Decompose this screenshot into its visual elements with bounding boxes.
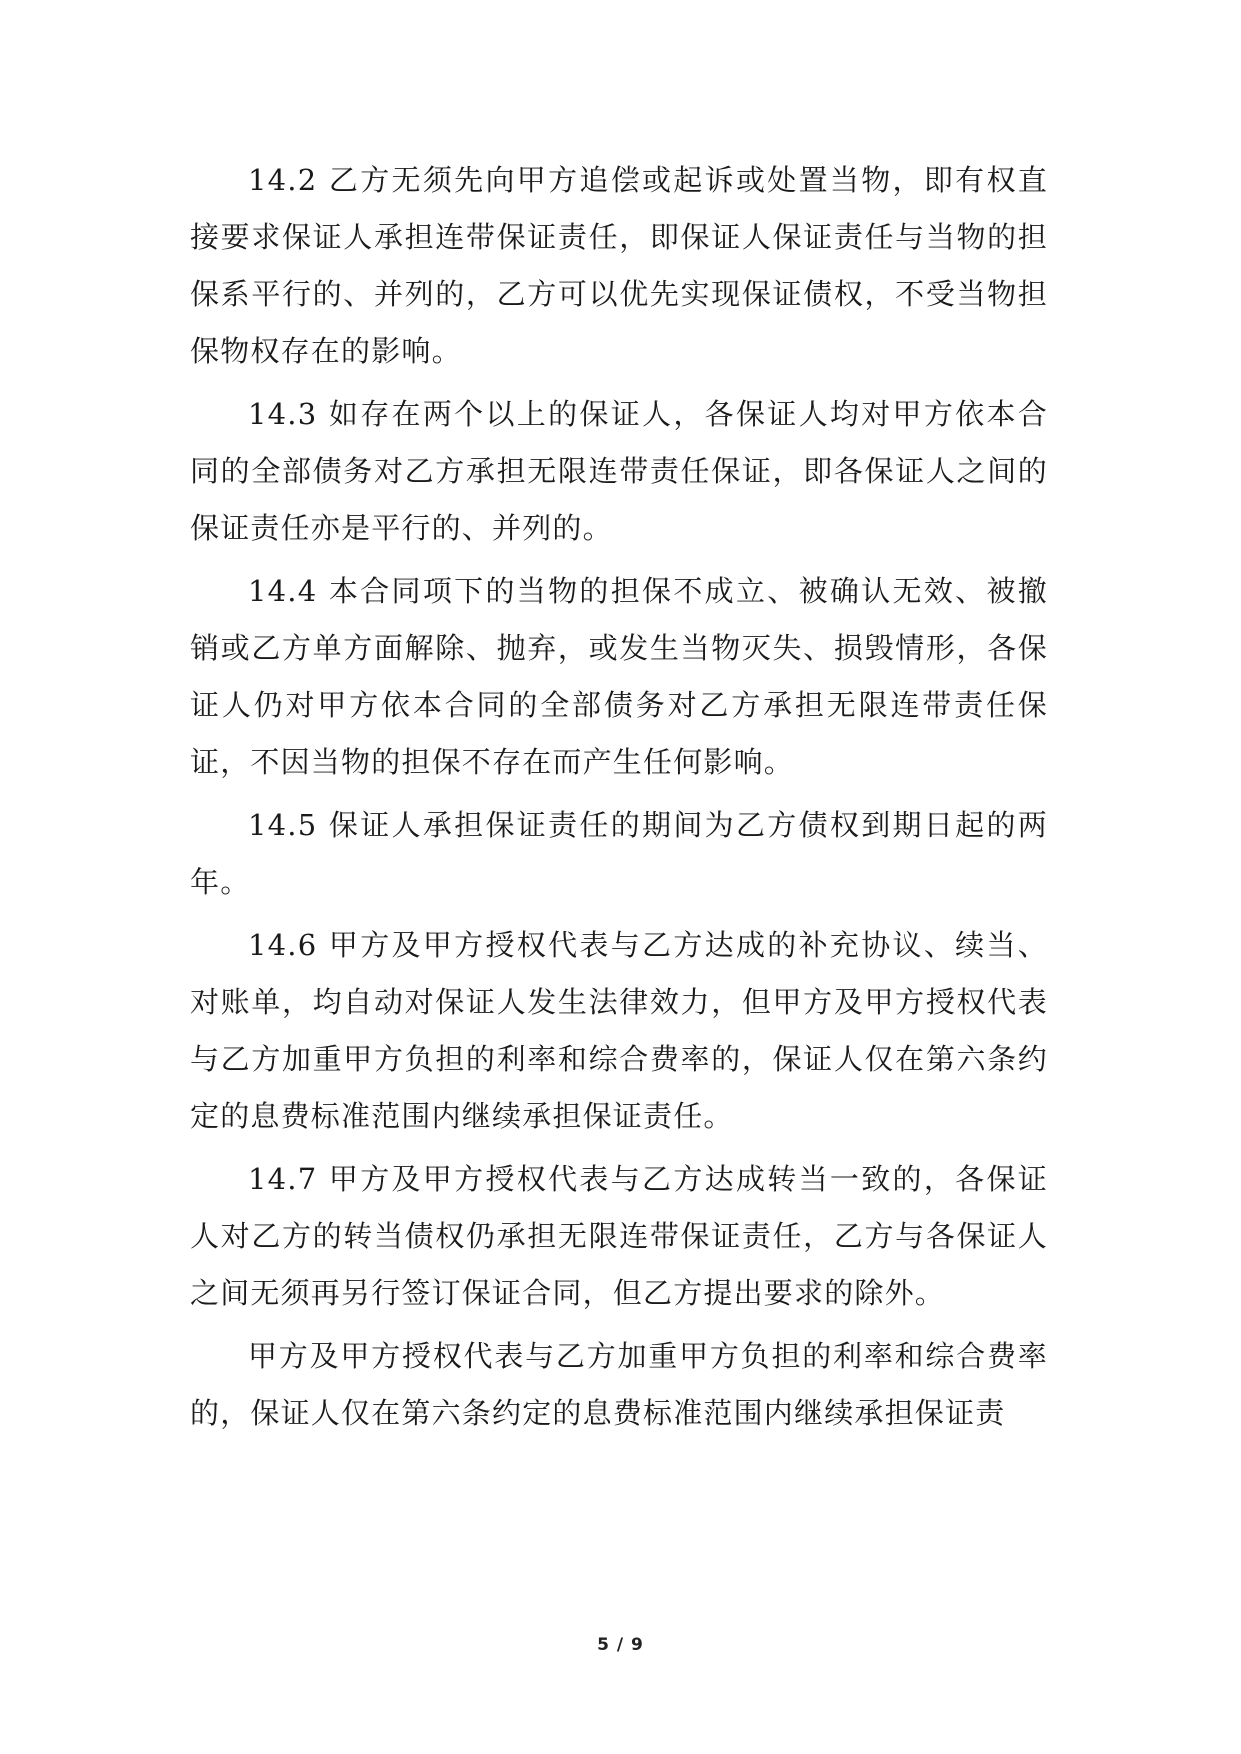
clause-14-2: 14.2 乙方无须先向甲方追偿或起诉或处置当物，即有权直接要求保证人承担连带保证责任，即保证人保证责任与当物的担保系平行的、并列的，乙方可以优先实现保证债权，不受当物担保物权存在的影响。 <box>190 163 1048 368</box>
clause-14-3: 14.3 如存在两个以上的保证人，各保证人均对甲方依本合同的全部债务对乙方承担无限连带责任保证，即各保证人之间的保证责任亦是平行的、并列的。 <box>190 397 1048 545</box>
clause-14-6: 14.6 甲方及甲方授权代表与乙方达成的补充协议、续当、对账单，均自动对保证人发生法律效力，但甲方及甲方授权代表与乙方加重甲方负担的利率和综合费率的，保证人仅在第六条约定的息费标准范围内继续承担保证责任。 <box>190 928 1048 1133</box>
clause-14-7: 14.7 甲方及甲方授权代表与乙方达成转当一致的，各保证人对乙方的转当债权仍承担无限连带保证责任，乙方与各保证人之间无须再另行签订保证合同，但乙方提出要求的除外。 <box>190 1162 1048 1310</box>
page-number: 5 / 9 <box>597 1635 644 1655</box>
continuation-paragraph: 甲方及甲方授权代表与乙方加重甲方负担的利率和综合费率的，保证人仅在第六条约定的息费标准范围内继续承担保证责 <box>190 1339 1048 1430</box>
clause-14-5: 14.5 保证人承担保证责任的期间为乙方债权到期日起的两年。 <box>190 808 1048 899</box>
clause-14-4: 14.4 本合同项下的当物的担保不成立、被确认无效、被撤销或乙方单方面解除、抛弃，或发生当物灭失、损毁情形，各保证人仍对甲方依本合同的全部债务对乙方承担无限连带责任保证，不因当物的担保不存在而产生任何影响。 <box>190 574 1048 779</box>
document-body <box>190 152 1048 1442</box>
